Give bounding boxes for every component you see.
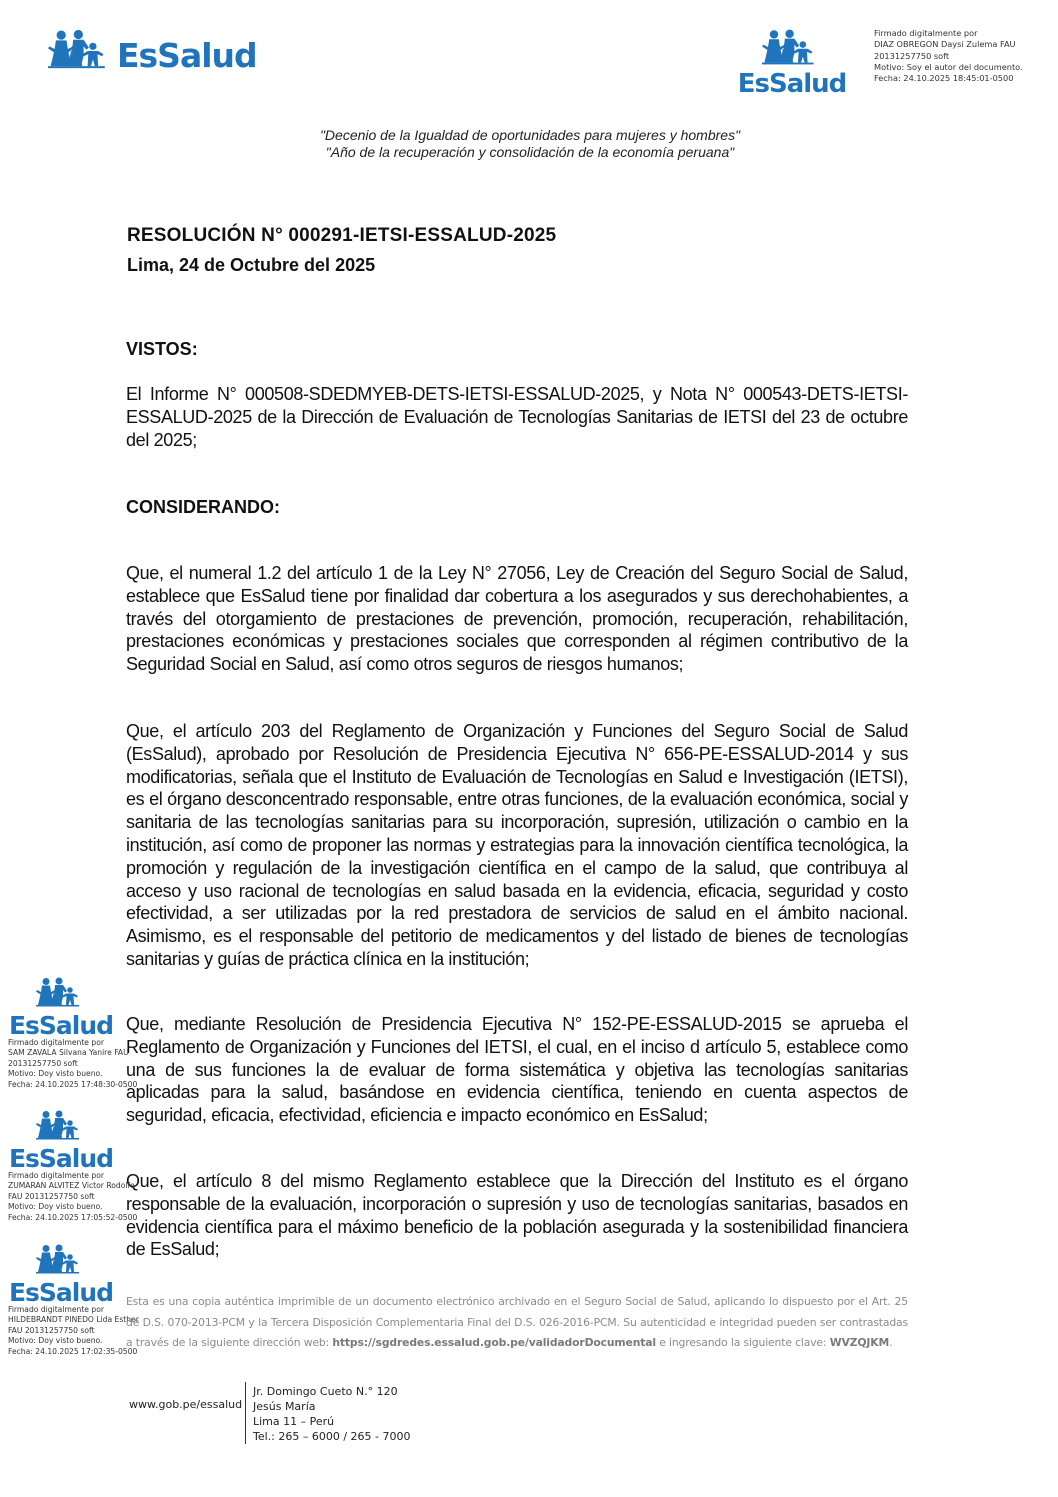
slogans: [200, 127, 860, 161]
address-line: Jesús María: [253, 1400, 316, 1413]
address-line: Tel.: 265 – 6000 / 265 - 7000: [253, 1430, 411, 1443]
signature-line: 20131257750 soft: [874, 50, 950, 61]
essalud-logo-left: [48, 28, 257, 75]
signature-line: FAU 20131257750 soft: [8, 1191, 95, 1201]
website-link[interactable]: www.gob.pe/essalud: [129, 1398, 243, 1411]
signature-line: Firmado digitalmente por: [8, 1305, 104, 1314]
address-block: [253, 1384, 411, 1444]
signature-line: HILDEBRANDT PINEDO Lida Esther: [8, 1315, 139, 1325]
validator-url-link[interactable]: https://sgdredes.essalud.gob.pe/validadorDocumental: [332, 1336, 656, 1349]
note-text: Esta es una copia auténtica imprimible de un documento electrónico archivado en el Seguro Social de Salud, aplicando lo dispuesto por el Art. 25 de D.S. 070-2013-PCM y la Tercera Disposición Complementaria Final del D.S. 026-2016-PCM. Su autenticidad e integridad pueden ser contrastadas a través de la siguiente dirección web:: [126, 1295, 908, 1349]
signature-line: FAU 20131257750 soft: [8, 1325, 95, 1335]
logo-wordmark: EsSalud: [117, 36, 257, 75]
family-figures-icon: [36, 975, 86, 1009]
signature-line: Fecha: 24.10.2025 17:05:52-0500: [8, 1212, 138, 1222]
signature-line: Firmado digitalmente por: [8, 1171, 104, 1180]
logo-wordmark: EsSalud: [8, 1011, 114, 1040]
note-text: .: [889, 1336, 893, 1349]
signature-line: DIAZ OBREGON Daysi Zulema FAU: [874, 39, 1016, 50]
signature-line: Motivo: Soy el autor del documento.: [874, 61, 1023, 72]
logo-wordmark: EsSalud: [8, 1278, 114, 1307]
family-figures-icon: [48, 28, 114, 70]
resolution-title: RESOLUCIÓN N° 000291-IETSI-ESSALUD-2025: [127, 225, 557, 246]
logo-wordmark: EsSalud: [737, 69, 847, 99]
side-signature-2: [8, 1108, 137, 1223]
signature-line: Firmado digitalmente por: [8, 1038, 104, 1047]
signature-line: ZUMARAN ALVITEZ Victor Rodolfo: [8, 1181, 135, 1191]
side-signature-1: [8, 975, 137, 1090]
considerando-paragraph-4: Que, el artículo 8 del mismo Reglamento establece que la Dirección del Instituto es el órgano responsable de la evaluación, incorporación o supresión y uso de tecnologías sanitarias, basados en evidencia científica para el máximo beneficio de la población asegurada y la sostenibilidad financiera de EsSalud;: [126, 1171, 908, 1260]
signature-line: Motivo: Doy visto bueno.: [8, 1069, 103, 1079]
address-line: Lima 11 – Perú: [253, 1415, 335, 1428]
considerando-heading: CONSIDERANDO:: [126, 497, 281, 517]
considerando-paragraph-3: Que, mediante Resolución de Presidencia Ejecutiva N° 152-PE-ESSALUD-2015 se aprueba el Reglamento de Organización y Funciones del IETSI, el cual, en el inciso d artículo 5, establece como una de sus funciones la de evaluar de forma sistemática y objetiva las tecnologías sanitarias aplicadas para la salud, basándose en evidencia científica, teniendo en cuenta aspectos de seguridad, eficacia, efectividad, eficiencia e impacto económico en EsSalud;: [126, 1014, 908, 1126]
family-figures-icon: [36, 1242, 86, 1276]
note-text: e ingresando la siguiente clave:: [655, 1336, 830, 1349]
vistos-paragraph: El Informe N° 000508-SDEDMYEB-DETS-IETSI-ESSALUD-2025, y Nota N° 000543-DETS-IETSI-ESSALUD-2025 de la Dirección de Evaluación de Tecnologías Sanitarias de IETSI del 23 de octubre del 2025;: [126, 384, 908, 450]
signature-line: Fecha: 24.10.2025 18:45:01-0500: [874, 73, 1014, 84]
signature-line: Fecha: 24.10.2025 17:02:35-0500: [8, 1346, 138, 1356]
verification-key: WVZQJKM: [829, 1336, 890, 1349]
resolution-date: Lima, 24 de Octubre del 2025: [127, 255, 376, 275]
slogan-line: "Decenio de la Igualdad de oportunidades para mujeres y hombres": [319, 127, 741, 143]
signature-line: Firmado digitalmente por: [874, 28, 978, 38]
digital-signature-top: [874, 28, 1023, 84]
footer-divider: [245, 1382, 246, 1444]
signature-line: Motivo: Doy visto bueno.: [8, 1202, 103, 1212]
slogan-line: "Año de la recuperación y consolidación de la economía peruana": [325, 144, 735, 160]
family-figures-icon: [762, 28, 822, 66]
signature-line: 20131257750 soft: [8, 1058, 78, 1068]
family-figures-icon: [36, 1108, 86, 1142]
logo-wordmark: EsSalud: [8, 1144, 114, 1173]
considerando-paragraph-1: Que, el numeral 1.2 del artículo 1 de la Ley N° 27056, Ley de Creación del Seguro Social de Salud, establece que EsSalud tiene por finalidad dar cobertura a los asegurados y sus derechohabientes, a través del otorgamiento de prestaciones de prevención, promoción, recuperación, rehabilitación, prestaciones económicas y prestaciones sociales que corresponden al régimen contributivo de la Seguridad Social en Salud, así como otros seguros de riesgos humanos;: [126, 563, 908, 675]
signature-line: Motivo: Doy visto bueno.: [8, 1336, 103, 1346]
authenticity-note: [126, 1292, 908, 1354]
address-line: Jr. Domingo Cueto N.° 120: [253, 1385, 398, 1398]
essalud-logo-right: [737, 28, 847, 99]
signature-line: Fecha: 24.10.2025 17:48:30-0500: [8, 1079, 138, 1089]
vistos-heading: VISTOS:: [126, 339, 198, 359]
signature-line: SAM ZAVALA Silvana Yanire FAU: [8, 1048, 129, 1058]
considerando-paragraph-2: Que, el artículo 203 del Reglamento de Organización y Funciones del Seguro Social de Salud (EsSalud), aprobado por Resolución de Presidencia Ejecutiva N° 656-PE-ESSALUD-2014 y sus modificatorias, señala que el Instituto de Evaluación de Tecnologías en Salud e Investigación (IETSI), es el órgano desconcentrado responsable, entre otras funciones, de la evaluación económica, social y sanitaria de las tecnologías sanitarias para su incorporación, supresión, utilización o cambio en la institución, así como de proponer las normas y estrategias para la innovación científica tecnológica, la promoción y regulación de la investigación científica en el campo de la salud, que contribuya al acceso y uso racional de tecnologías en salud basada en la evidencia, eficacia, seguridad y costo efectividad, a ser utilizadas por la red prestadora de servicios de salud en el ámbito nacional. Asimismo, es el responsable del petitorio de medicamentos y del listado de bienes de tecnologías sanitarias y guías de práctica clínica en la institución;: [126, 721, 908, 969]
side-signature-3: [8, 1242, 139, 1357]
